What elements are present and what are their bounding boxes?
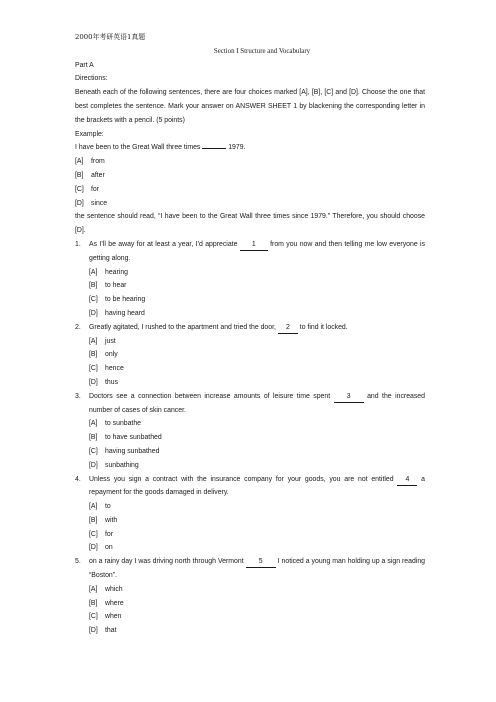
example-sentence: [75, 141, 425, 155]
option-item: [89, 514, 425, 528]
option-item: [89, 624, 425, 638]
option-text: having heard: [105, 309, 145, 317]
answer-blank: 3: [334, 392, 364, 403]
option-label: [D]: [89, 544, 98, 552]
option-text: after: [91, 171, 105, 179]
option-label: [D]: [89, 309, 98, 317]
option-label: [B]: [89, 516, 98, 524]
option-text: only: [105, 351, 118, 359]
section-title: Section I Structure and Vocabulary: [213, 47, 311, 55]
question-5: [75, 555, 425, 583]
question-text: As I’ll be away for at least a year, I’d appreciate 1 from you now and then telling me low everyone is getting along.: [89, 240, 425, 262]
option-text: on: [105, 544, 113, 552]
option-item: [89, 597, 425, 611]
option-text: for: [91, 185, 100, 193]
question-1: [75, 238, 425, 266]
option-text: since: [91, 199, 108, 207]
option-item: [89, 417, 425, 431]
directions-label: Directions:: [75, 75, 108, 83]
option-label: [A]: [89, 585, 98, 593]
option-text: that: [105, 627, 117, 635]
example-option: [75, 155, 425, 169]
option-label: [A]: [75, 158, 84, 166]
option-text: thus: [105, 378, 119, 386]
example-text-after: 1979.: [228, 144, 246, 152]
option-text: to sunbathe: [105, 420, 142, 428]
option-item: [89, 335, 425, 349]
option-item: [89, 459, 425, 473]
option-label: [C]: [75, 185, 84, 193]
option-item: [89, 445, 425, 459]
question-text: Doctors see a connection between increase amounts of leisure time spent 3 and the increased number of cases of skin cancer.: [89, 392, 425, 414]
question-text: Unless you sign a contract with the insurance company for your goods, you are not entitled 4 a repayment for the goods damaged in delivery.: [89, 475, 426, 497]
option-item: [89, 362, 425, 376]
option-label: [B]: [89, 351, 98, 359]
question-3: [75, 390, 425, 418]
option-item: [89, 500, 425, 514]
example-option: [75, 197, 425, 211]
example-label: Example:: [75, 130, 104, 138]
option-label: [C]: [89, 447, 98, 455]
option-label: [C]: [89, 613, 98, 621]
option-text: from: [91, 158, 105, 166]
question-number: 3.: [75, 392, 81, 400]
option-item: [89, 293, 425, 307]
option-label: [B]: [89, 282, 98, 290]
option-item: [89, 610, 425, 624]
option-text: where: [105, 599, 124, 607]
example-blank: [202, 148, 226, 149]
option-text: sunbathing: [105, 461, 139, 469]
option-text: hence: [105, 365, 124, 373]
option-label: [D]: [89, 378, 98, 386]
option-label: [A]: [89, 503, 98, 511]
example-text-before: I have been to the Great Wall three times: [75, 144, 201, 152]
option-label: [B]: [89, 599, 98, 607]
option-label: [D]: [89, 461, 98, 469]
answer-blank: 2: [278, 323, 298, 334]
answer-blank: 1: [240, 240, 268, 251]
part-label: Part A: [75, 61, 94, 69]
option-label: [C]: [89, 296, 98, 304]
option-text: with: [105, 516, 118, 524]
option-item: [89, 348, 425, 362]
directions-text: Beneath each of the following sentences, there are four choices marked [A], [B], [C] and [D]. Choose the one that best completes the sentence. Mark your answer on ANSWER SHEET 1 by blackening the corresponding letter in the brackets with a pencil. (5 points): [75, 89, 425, 124]
option-text: hearing: [105, 268, 128, 276]
option-item: [89, 528, 425, 542]
example-option: [75, 169, 425, 183]
option-label: [B]: [75, 171, 84, 179]
document-title: 2000年考研英语1真题: [75, 33, 146, 41]
question-number: 4.: [75, 475, 81, 483]
answer-blank: 5: [246, 557, 276, 568]
option-text: for: [105, 530, 114, 538]
option-text: to: [105, 503, 111, 511]
example-option: [75, 183, 425, 197]
option-item: [89, 541, 425, 555]
option-text: to hear: [105, 282, 127, 290]
option-text: having sunbathed: [105, 447, 160, 455]
option-item: [89, 376, 425, 390]
option-item: [89, 307, 425, 321]
document-page: [75, 31, 425, 638]
question-text: on a rainy day I was driving north through Vermont 5 I noticed a young man holding up a sign reading “Boston”.: [89, 558, 425, 580]
option-item: [89, 279, 425, 293]
answer-blank: 4: [397, 475, 417, 486]
question-number: 5.: [75, 558, 81, 566]
option-text: to have sunbathed: [105, 434, 162, 442]
option-label: [A]: [89, 420, 98, 428]
question-2: [75, 321, 425, 335]
option-label: [A]: [89, 337, 98, 345]
option-item: [89, 431, 425, 445]
option-text: when: [105, 613, 122, 621]
question-text: Greatly agitated, I rushed to the apartment and tried the door, 2 to find it locked.: [89, 321, 425, 335]
option-label: [D]: [89, 627, 98, 635]
question-number: 2.: [75, 323, 81, 331]
question-4: [75, 473, 425, 501]
option-text: just: [105, 337, 116, 345]
option-label: [C]: [89, 530, 98, 538]
option-label: [C]: [89, 365, 98, 373]
option-label: [D]: [75, 199, 84, 207]
option-text: which: [105, 585, 123, 593]
option-item: [89, 583, 425, 597]
example-explanation: the sentence should read, “I have been to the Great Wall three times since 1979.” Therefore, you should choose [D].: [75, 213, 425, 235]
option-text: to be hearing: [105, 296, 146, 304]
option-label: [A]: [89, 268, 98, 276]
option-label: [B]: [89, 434, 98, 442]
question-number: 1.: [75, 240, 81, 248]
option-item: [89, 266, 425, 280]
